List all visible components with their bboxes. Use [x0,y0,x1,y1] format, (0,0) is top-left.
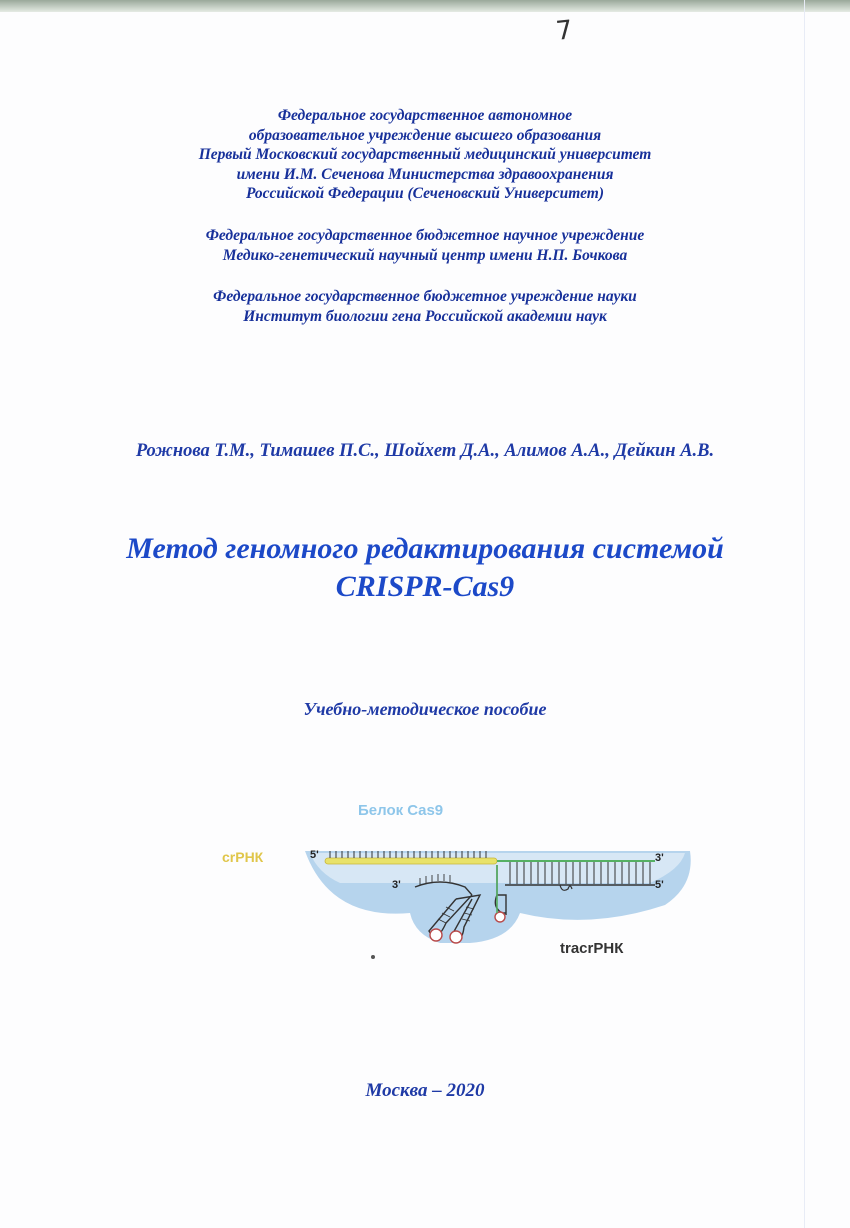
institution-line: образовательное учреждение высшего образования [248,126,602,144]
institution-block-1 [0,106,850,204]
handwritten-mark: 7 [554,15,575,47]
document-title [0,530,850,606]
institution-line: Медико-генетический научный центр имени Н.П. Бочкова [222,246,628,264]
institution-block-3 [0,287,850,326]
target-dna-base-pairs [510,862,650,884]
hairpin-loop [450,931,462,943]
authors-line: Рожнова Т.М., Тимашев П.С., Шойхет Д.А., Алимов А.А., Дейкин А.В. [135,441,715,461]
tracrrna-label: tracrРНК [560,940,624,957]
city-year: Москва – 2020 [365,1080,485,1101]
dna-bottom-5-prime-label: 5' [655,879,664,891]
document-subtitle: Учебно-методическое пособие [303,699,547,719]
hairpin-loop [495,912,505,922]
title-line-1: Метод геномного редактирования системой [126,532,724,565]
institution-line: имени И.М. Сеченова Министерства здравоохранения [236,165,614,183]
cas9-protein-label: Белок Cas9 [358,802,444,819]
crispr-cas9-diagram [210,795,700,975]
tracrrna-3-prime-label: 3' [392,879,401,891]
institution-line: Федеральное государственное автономное [277,107,573,124]
title-line-2: CRISPR-Cas9 [335,570,515,603]
crispr-cas9-illustration [210,795,700,975]
dna-top-3-prime-label: 3' [655,852,664,864]
hairpin-loop [430,929,442,941]
institution-line: Первый Московский государственный медицинский университет [198,146,652,163]
scan-speck [371,955,375,959]
scan-top-edge [0,0,850,12]
institution-line: Институт биологии гена Российской академии наук [243,307,607,325]
crrna-strand [325,858,497,864]
crrna-label: crРНК [222,849,264,865]
institution-block-2 [0,226,850,265]
institution-line: Российской Федерации (Сеченовский Университет) [246,185,604,202]
crrna-5-prime-label: 5' [310,849,319,861]
institution-line: Федеральное государственное бюджетное учреждение науки [213,288,637,305]
institution-line: Федеральное государственное бюджетное научное учреждение [205,227,645,244]
